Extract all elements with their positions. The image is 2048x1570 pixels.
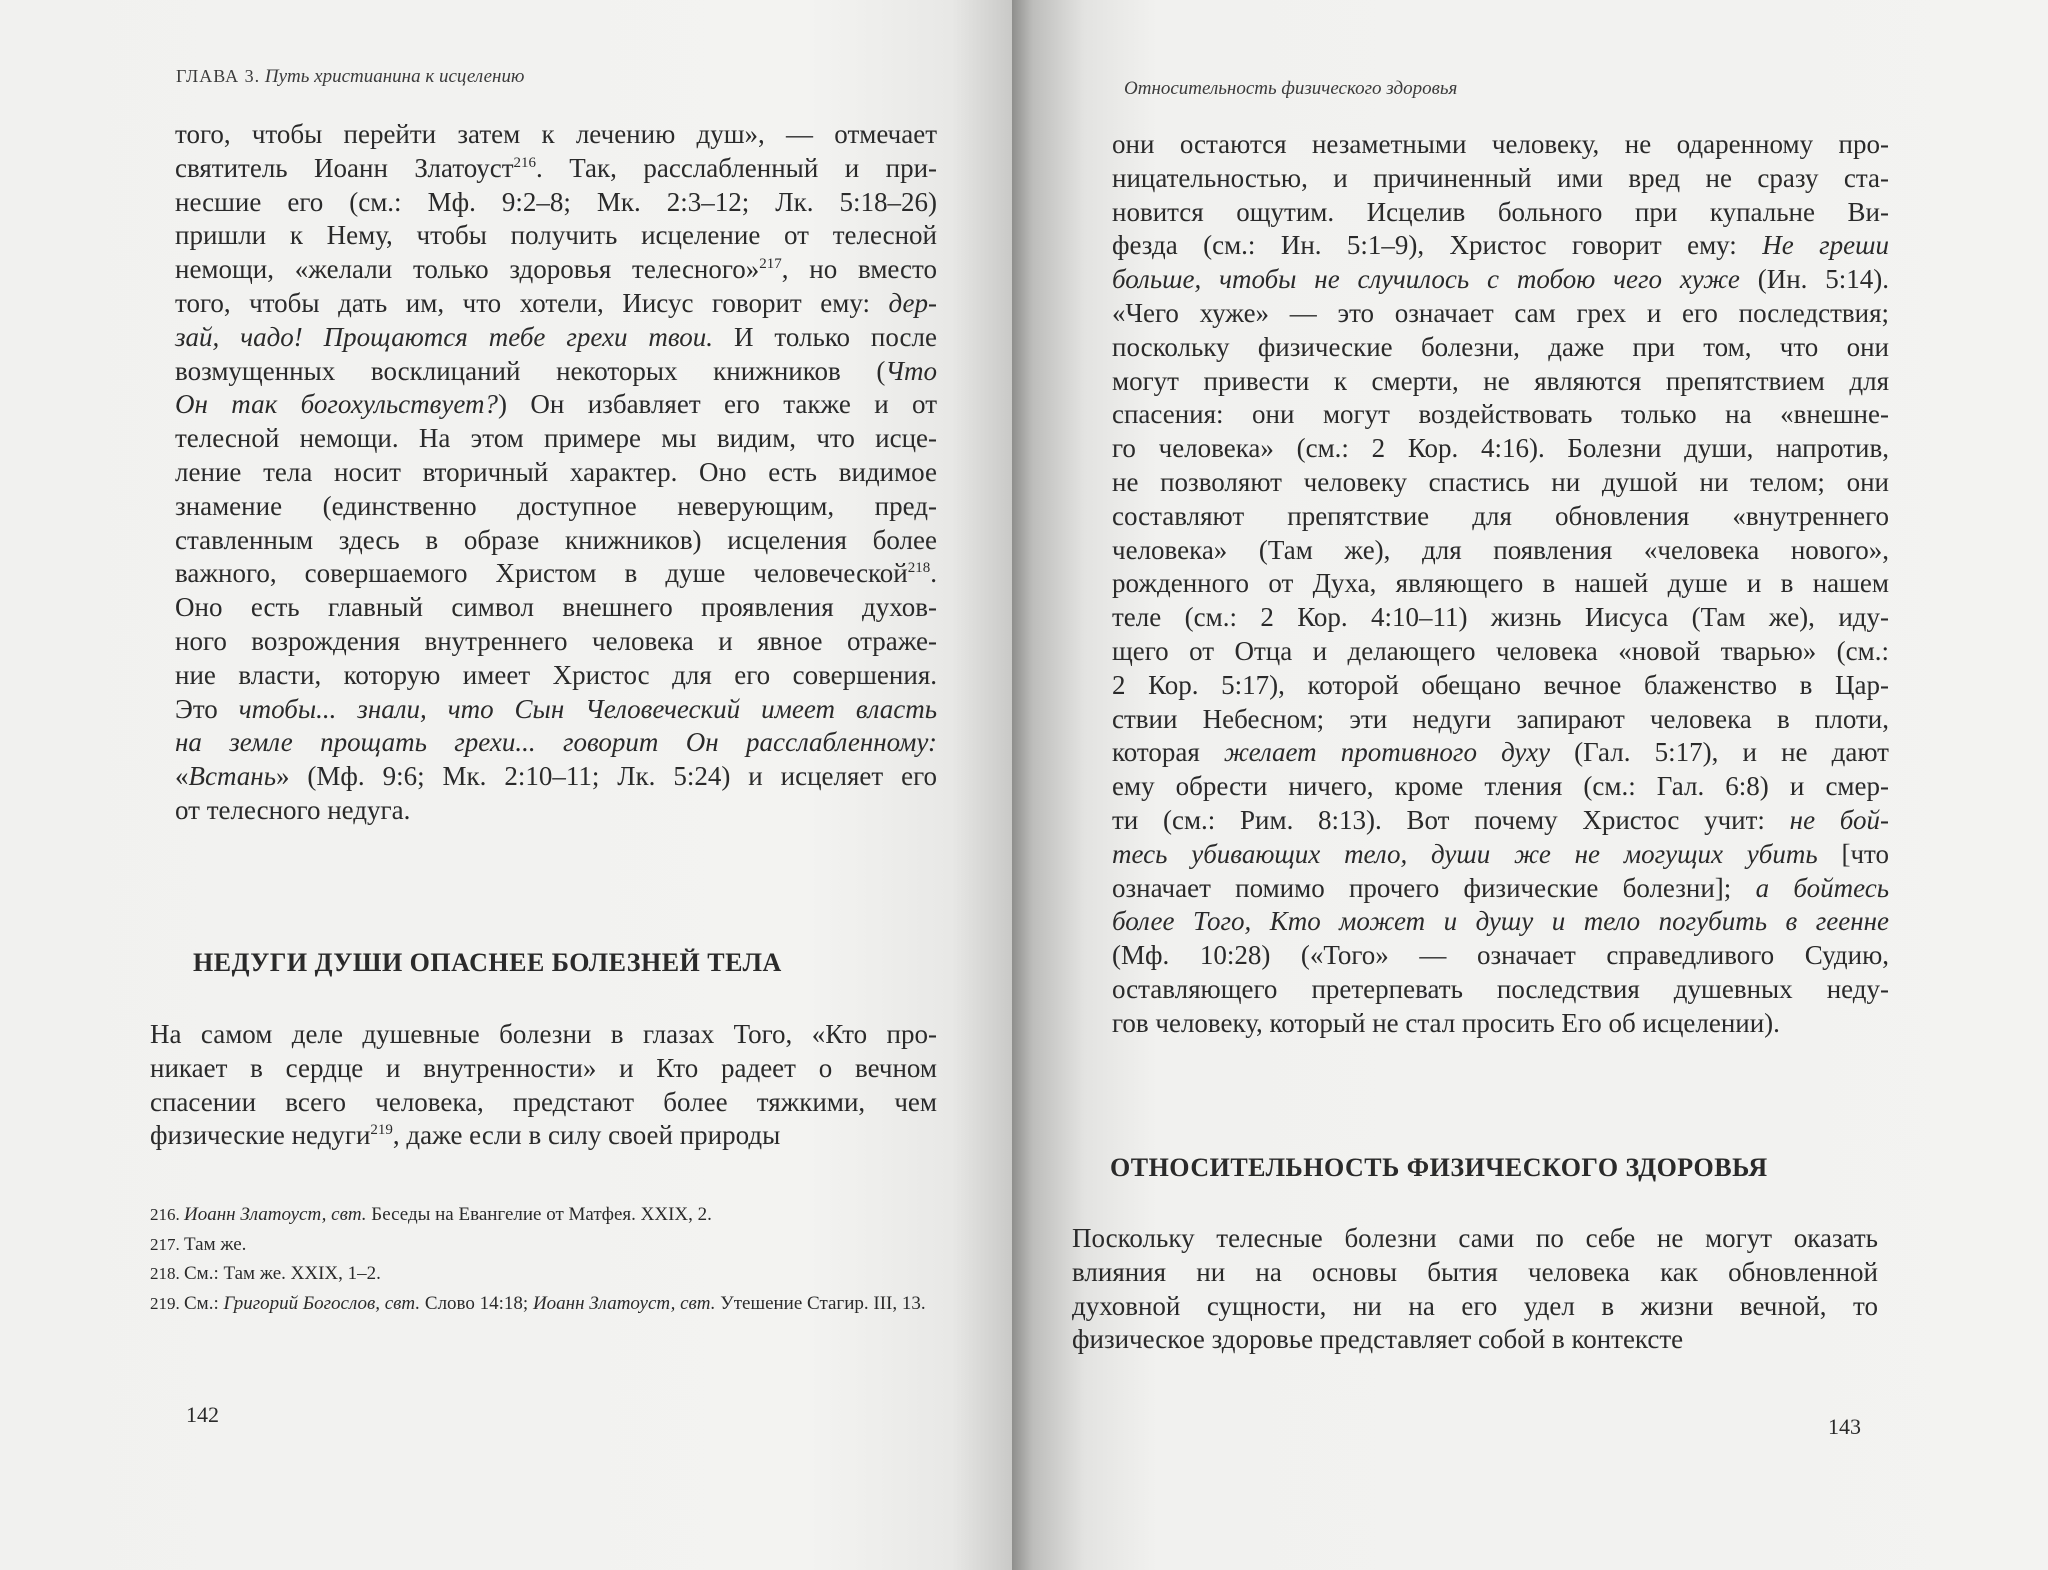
italic-run: не бой- — [1789, 804, 1889, 835]
italic-run: зай, чадо! Прощаются тебе грехи твои. — [175, 321, 714, 352]
text-run: теле (см.: 2 Кор. 4:10–11) жизнь Иисуса (Там же), иду- — [1112, 602, 1889, 633]
text-line — [1112, 365, 1889, 399]
text-line — [175, 287, 937, 321]
text-run: Это — [175, 693, 239, 724]
italic-run: более Того, Кто может и душу и тело погубить в геенне — [1112, 906, 1889, 937]
text-run: физическое здоровье представляет собой в контексте — [1072, 1324, 1684, 1355]
text-line — [1072, 1256, 1878, 1290]
text-line — [1112, 466, 1889, 500]
text-line — [1072, 1222, 1878, 1256]
text-line — [175, 321, 937, 355]
text-line — [175, 591, 937, 625]
footnote — [150, 1259, 940, 1289]
text-run: гов человеку, который не стал просить Его об исцелении). — [1112, 1007, 1780, 1038]
footnote-number: 219. — [150, 1293, 184, 1313]
text-line — [1112, 196, 1889, 230]
italic-run: Григорий Богослов, свт. — [223, 1292, 421, 1314]
text-run: ление тела носит вторичный характер. Оно есть видимое — [175, 456, 937, 487]
footnote-number: 216. — [150, 1205, 184, 1224]
footnote-ref: 216 — [513, 154, 537, 171]
text-run: ницательностью, и причиненный ими вред не сразу ста- — [1112, 162, 1889, 193]
text-run: Утешение Стагир. III, 13. — [715, 1292, 926, 1314]
text-line — [1112, 162, 1889, 196]
text-line — [1112, 804, 1889, 838]
text-run: 2 Кор. 5:17), которой обещано вечное блаженство в Цар- — [1112, 669, 1889, 700]
running-head-left — [176, 66, 524, 88]
text-run: поскольку физические болезни, даже при том, что они — [1112, 331, 1889, 362]
text-line — [175, 625, 937, 659]
text-line — [1112, 872, 1889, 906]
text-run: , но вместо — [781, 254, 937, 285]
text-run: . Так, расслабленный и при- — [536, 152, 938, 183]
text-line — [1112, 398, 1889, 432]
right-page — [1012, 0, 2048, 1570]
italic-run: больше, чтобы не случилось с тобою чего хуже — [1112, 264, 1740, 295]
text-run: го человека» (см.: 2 Кор. 4:16). Болезни души, напротив, — [1112, 433, 1889, 464]
text-run: того, чтобы перейти затем к лечению душ», — отмечает — [175, 119, 937, 149]
footnote — [150, 1200, 940, 1230]
running-head-chapter: ГЛАВА 3. — [176, 66, 261, 86]
text-line — [1112, 635, 1889, 669]
text-run: того, чтобы дать им, что хотели, Иисус говорит ему: — [175, 287, 889, 318]
text-line — [175, 524, 937, 558]
text-run: не позволяют человеку спастись ни душой ни телом; они — [1112, 466, 1889, 497]
text-line — [175, 490, 937, 524]
italic-run: на земле прощать грехи... говорит Он расслабленному: — [175, 727, 937, 758]
text-line — [1112, 432, 1889, 466]
text-line — [175, 355, 937, 389]
text-run: возмущенных восклицаний некоторых книжников ( — [175, 355, 886, 386]
text-run: фезда (см.: Ин. 5:1–9), Христос говорит ему: — [1112, 230, 1763, 261]
page-number-right: 143 — [1828, 1414, 1861, 1439]
text-line — [175, 557, 937, 591]
page-number-left: 142 — [186, 1402, 219, 1427]
text-run: пришли к Нему, чтобы получить исцеление от телесной — [175, 220, 937, 251]
text-line — [1112, 703, 1889, 737]
text-run: « — [175, 761, 189, 792]
text-line — [1112, 770, 1889, 804]
italic-run: желает противного духу — [1223, 737, 1550, 768]
text-run: означает помимо прочего физические болезни]; — [1112, 872, 1756, 903]
text-run: . — [930, 558, 937, 589]
text-run: немощи, «желали только здоровья телесного» — [175, 254, 760, 285]
text-line — [1112, 736, 1889, 770]
text-line — [175, 456, 937, 490]
text-line — [1112, 534, 1889, 568]
italic-run: Иоанн Златоуст, свт. — [184, 1204, 367, 1225]
footnote-ref: 219 — [370, 1122, 393, 1139]
text-run: ) Он избавляет его также и от — [497, 389, 937, 420]
text-line — [1112, 1007, 1889, 1041]
footnote-ref: 218 — [907, 560, 931, 577]
text-line — [175, 693, 937, 727]
text-run: ного возрождения внутреннего человека и явное отраже- — [175, 625, 937, 656]
text-line — [175, 253, 937, 287]
text-line — [175, 760, 937, 794]
text-run: И только после — [713, 321, 937, 352]
text-line — [175, 659, 937, 693]
text-run: «Чего хуже» — это означает сам грех и его последствия; — [1112, 297, 1889, 328]
text-run: духовной сущности, ни на его удел в жизни вечной, то — [1072, 1290, 1878, 1321]
footnote-number: 217. — [150, 1234, 184, 1254]
text-run: спасения: они могут воздействовать только на «внешне- — [1112, 399, 1889, 430]
text-line — [1112, 939, 1889, 973]
running-head-title: Путь христианина к исцелению — [264, 66, 525, 87]
italic-run: дер- — [888, 287, 937, 318]
footnote-number: 218. — [150, 1264, 184, 1283]
text-line — [1112, 500, 1889, 534]
text-run: (Мф. 10:28) («Того» — означает справедливого Судию, — [1112, 940, 1889, 971]
text-run: знамение (единственно доступное неверующим, пред- — [175, 490, 937, 521]
text-run: составляют препятствие для обновления «внутреннего — [1112, 500, 1889, 531]
text-line — [1112, 229, 1889, 263]
text-line — [175, 422, 937, 456]
running-head-right: Относительность физического здоровья — [1124, 78, 1458, 99]
text-run: Там же. — [184, 1233, 247, 1255]
text-run: святитель Иоанн Златоуст — [175, 152, 514, 183]
right-section-text — [1072, 1222, 1878, 1357]
text-line — [1112, 601, 1889, 635]
text-run: ствии Небесном; эти недуги запирают человека в плоти, — [1112, 703, 1889, 734]
text-run: » (Мф. 9:6; Мк. 2:10–11; Лк. 5:24) и исцеляет его — [276, 761, 937, 792]
text-line — [1112, 297, 1889, 331]
text-line — [1112, 567, 1889, 601]
footnotes — [150, 1200, 940, 1318]
text-line — [175, 152, 937, 186]
text-line — [150, 1119, 937, 1153]
text-line — [1112, 973, 1889, 1007]
text-run: никает в сердце и внутренности» и Кто радеет о вечном — [150, 1052, 937, 1083]
text-run: Поскольку телесные болезни сами по себе не могут оказать — [1072, 1223, 1878, 1253]
text-line — [175, 794, 937, 828]
text-line — [1112, 331, 1889, 365]
text-run: См.: Там же. XXIX, 1–2. — [184, 1263, 381, 1284]
text-line — [1072, 1323, 1878, 1357]
text-line — [175, 186, 937, 220]
text-line — [175, 726, 937, 760]
text-line — [150, 1086, 937, 1120]
text-line — [1112, 838, 1889, 872]
footnote — [150, 1230, 940, 1260]
italic-run: Иоанн Златоуст, свт. — [532, 1292, 716, 1314]
text-run: несшие его (см.: Мф. 9:2–8; Мк. 2:3–12; Лк. 5:18–26) — [175, 186, 937, 217]
text-run: щего от Отца и делающего человека «новой тварью» (см.: — [1112, 635, 1889, 666]
text-run: новится ощутим. Исцелив больного при купальне Ви- — [1112, 196, 1889, 227]
text-line — [1112, 905, 1889, 939]
text-run: могут привести к смерти, не являются препятствием для — [1112, 365, 1889, 396]
italic-run: Он так богохульствует? — [175, 389, 498, 420]
text-line — [1072, 1290, 1878, 1324]
left-section-text — [150, 1018, 937, 1153]
italic-run: Встань — [188, 761, 276, 792]
text-run: (Ин. 5:14). — [1739, 264, 1889, 295]
section-title-left: НЕДУГИ ДУШИ ОПАСНЕЕ БОЛЕЗНЕЙ ТЕЛА — [193, 948, 782, 977]
text-run: ставленным здесь в образе книжников) исцеления более — [175, 524, 937, 555]
text-run: Слово 14:18; — [420, 1292, 533, 1314]
text-run: телесной немощи. На этом примере мы видим, что исце- — [175, 423, 937, 454]
text-run: Беседы на Евангелие от Матфея. XXIX, 2. — [366, 1204, 712, 1225]
text-run: которая — [1112, 737, 1224, 768]
text-line — [1112, 128, 1889, 162]
text-line — [175, 118, 937, 152]
text-run: На самом деле душевные болезни в глазах Того, «Кто про- — [150, 1019, 937, 1049]
text-line — [1112, 669, 1889, 703]
text-run: они остаются незаметными человеку, не одаренному про- — [1112, 129, 1889, 159]
text-line — [150, 1052, 937, 1086]
italic-run: чтобы... знали, что Сын Человеческий имеет власть — [238, 693, 937, 724]
italic-run: Что — [885, 355, 937, 386]
italic-run: тесь убивающих тело, души же не могущих убить — [1112, 838, 1818, 869]
text-run: , даже если в силу своей природы — [392, 1120, 781, 1151]
text-run: от телесного недуга. — [175, 794, 411, 825]
text-run: Оно есть главный символ внешнего проявления духов- — [175, 592, 937, 623]
text-line — [1112, 263, 1889, 297]
text-run: См.: — [184, 1292, 224, 1314]
text-run: [что — [1817, 838, 1889, 869]
section-title-right: ОТНОСИТЕЛЬНОСТЬ ФИЗИЧЕСКОГО ЗДОРОВЬЯ — [1110, 1153, 1768, 1182]
footnote — [150, 1289, 940, 1319]
text-run: важного, совершаемого Христом в душе человеческой — [175, 558, 908, 589]
text-run: влияния ни на основы бытия человека как обновленной — [1072, 1256, 1878, 1287]
text-run: ти (см.: Рим. 8:13). Вот почему Христос учит: — [1112, 804, 1790, 835]
text-run: оставляющего претерпевать последствия душевных неду- — [1112, 973, 1889, 1004]
italic-run: Не греши — [1762, 230, 1889, 261]
text-run: ние власти, которую имеет Христос для его совершения. — [175, 659, 937, 690]
text-run: физические недуги — [150, 1120, 371, 1151]
text-run: ему обрести ничего, кроме тления (см.: Гал. 6:8) и смер- — [1112, 771, 1889, 802]
text-run: спасении всего человека, предстают более тяжкими, чем — [150, 1086, 937, 1117]
text-run: (Гал. 5:17), и не дают — [1549, 737, 1889, 768]
text-line — [175, 219, 937, 253]
left-page — [0, 0, 1012, 1570]
text-run: рожденного от Духа, являющего в нашей душе и в нашем — [1112, 568, 1889, 599]
text-run: человека» (Там же), для появления «человека нового», — [1112, 534, 1889, 565]
text-line — [175, 388, 937, 422]
left-body-text — [175, 118, 937, 828]
footnote-ref: 217 — [759, 256, 782, 273]
text-line — [150, 1018, 937, 1052]
italic-run: а бойтесь — [1755, 872, 1889, 903]
right-body-text — [1112, 128, 1889, 1041]
